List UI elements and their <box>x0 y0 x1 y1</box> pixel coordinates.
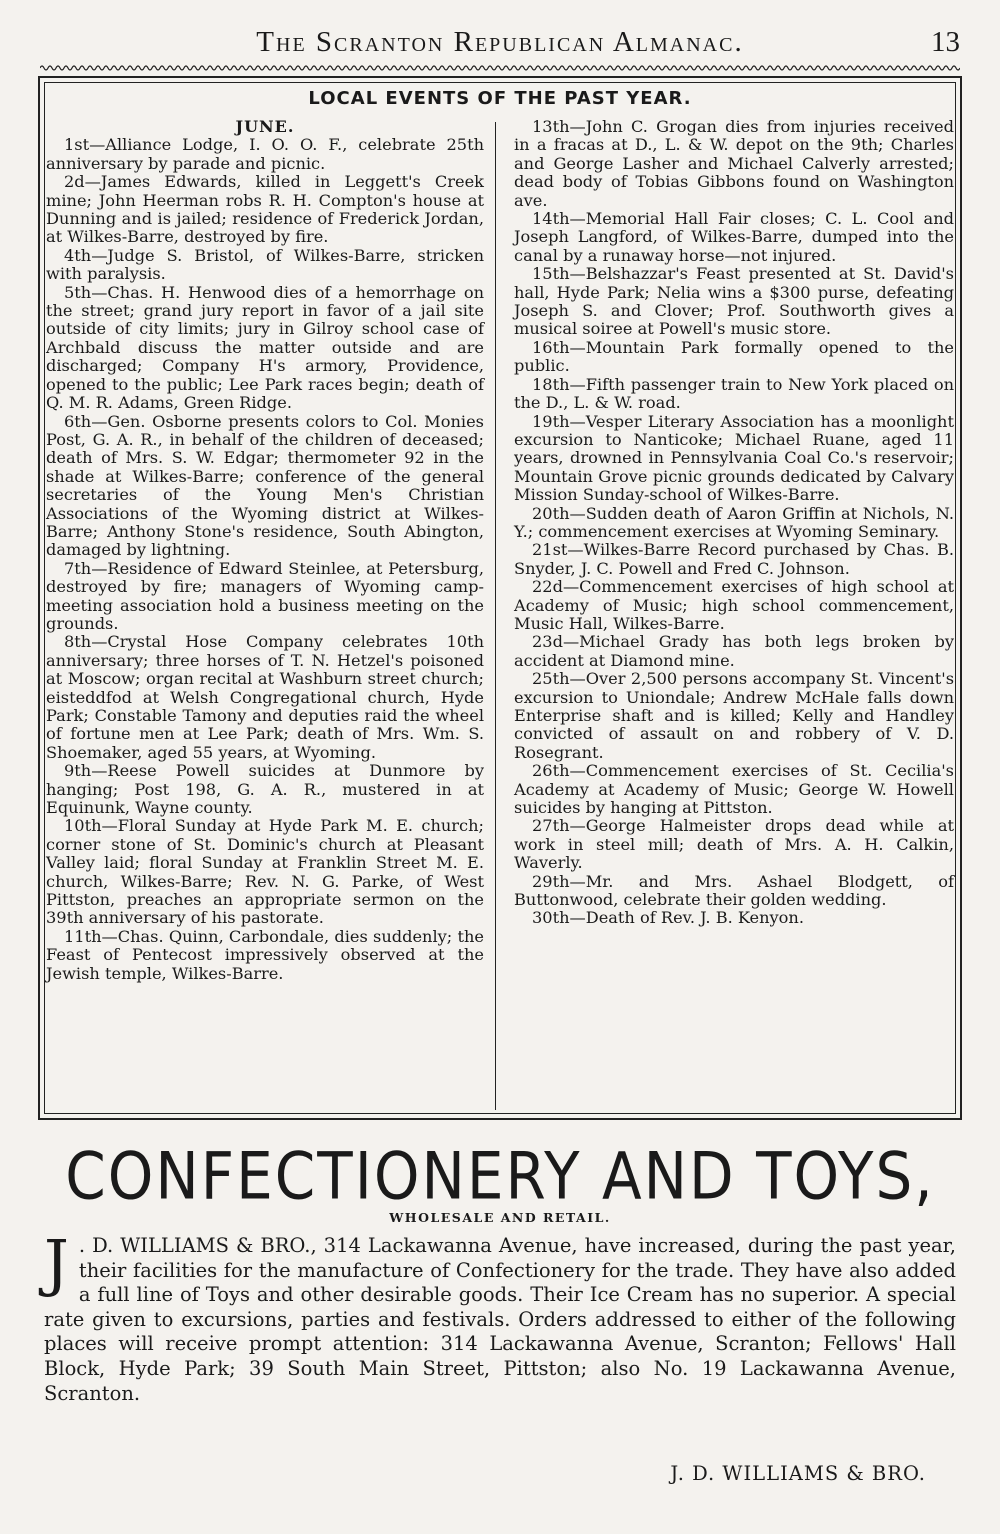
event-entry: 6th—Gen. Osborne presents colors to Col. Monies Post, G. A. R., in behalf of the children of deceased; death of Mrs. S. W. Edgar; thermometer 92 in the shade at Wilkes-Barre; conference of the general secretaries of the Young Men's Christian Associations of the Wyoming district at Wilkes-Barre; Anthony Stone's residence, South Abington, damaged by lightning. <box>46 411 484 560</box>
event-entry: 14th—Memorial Hall Fair closes; C. L. Cool and Joseph Langford, of Wilkes-Barre, dumped into the canal by a runaway horse—not injured. <box>514 209 954 265</box>
event-entry: 13th—John C. Grogan dies from injuries received in a fracas at D., L. & W. depot on the 9th; Charles and George Lasher and Michael Calverly arrested; dead body of Tobias Gibbons found on Washington ave. <box>514 117 954 210</box>
event-entry: 1st—Alliance Lodge, I. O. O. F., celebrate 25th anniversary by parade and picnic. <box>46 135 484 173</box>
advertisement <box>38 1124 962 1524</box>
running-head <box>40 26 960 66</box>
event-entry: 5th—Chas. H. Henwood dies of a hemorrhage on the street; grand jury report in favor of a jail site outside of city limits; jury in Gilroy school case of Archbald discuss the matter outside and are discharged; Company H's armory, Providence, opened to the public; Lee Park races begin; death of Q. M. R. Adams, Green Ridge. <box>46 282 484 413</box>
section-heading: LOCAL EVENTS OF THE PAST YEAR. <box>308 88 692 109</box>
wavy-rule-ornament <box>40 64 960 72</box>
ad-subtitle: WHOLESALE AND RETAIL. <box>389 1210 611 1225</box>
events-column-right <box>514 118 954 928</box>
column-divider <box>495 122 496 1110</box>
event-entry: 4th—Judge S. Bristol, of Wilkes-Barre, stricken with paralysis. <box>46 245 484 284</box>
event-entry: 30th—Death of Rev. J. B. Kenyon. <box>532 908 804 928</box>
event-entry: 25th—Over 2,500 persons accompany St. Vincent's excursion to Uniondale; Andrew McHale falls down Enterprise shaft and is killed; Kelly and Handley convicted of assault on and robbery of V. D. Rosegrant. <box>514 669 954 762</box>
event-entry: 11th—Chas. Quinn, Carbondale, dies suddenly; the Feast of Pentecost impressively observed at the Jewish temple, Wilkes-Barre. <box>46 926 484 983</box>
event-entry: 19th—Vesper Literary Association has a moonlight excursion to Nanticoke; Michael Ruane, aged 11 years, drowned in Pennsylvania Coal Co.'s reservoir; Mountain Grove picnic grounds dedicated by Calvary Mission Sunday-school of Wilkes-Barre. <box>514 411 954 505</box>
event-entry: 16th—Mountain Park formally opened to the public. <box>514 337 954 376</box>
event-entry: 15th—Belshazzar's Feast presented at St. David's hall, Hyde Park; Nelia wins a $300 purse, defeating Joseph S. and Clover; Prof. Southworth gives a musical soiree at Powell's music store. <box>514 264 954 339</box>
event-entry: 18th—Fifth passenger train to New York placed on the D., L. & W. road. <box>514 374 954 413</box>
drop-cap: J <box>44 1226 69 1299</box>
ad-signature: J. D. WILLIAMS & BRO. <box>670 1462 926 1485</box>
event-entry: 2d—James Edwards, killed in Leggett's Creek mine; John Heerman robs R. H. Compton's house at Dunning and is jailed; residence of Frederick Jordan, at Wilkes-Barre, destroyed by fire. <box>46 172 484 247</box>
event-entry: 29th—Mr. and Mrs. Ashael Blodgett, of Buttonwood, celebrate their golden wedding. <box>514 871 954 910</box>
events-column-left <box>46 118 484 983</box>
event-entry: 23d—Michael Grady has both legs broken by accident at Diamond mine. <box>514 632 954 670</box>
ad-body <box>44 1226 956 1406</box>
event-entry: 27th—George Halmeister drops dead while at work in steel mill; death of Mrs. A. H. Calkin, Waverly. <box>514 816 954 873</box>
page-number: 13 <box>931 26 960 58</box>
event-entry: 22d—Commencement exercises of high school at Academy of Music; high school commencement, Music Hall, Wilkes-Barre. <box>514 577 954 633</box>
ad-body-text: . D. WILLIAMS & BRO., 314 Lackawanna Avenue, have increased, during the past year, their facilities for the manufacture of Confectionery for the trade. They have also added a full line of Toys and other desirable goods. Their Ice Cream has no superior. A special rate given to excursions, parties and festivals. Orders addressed to either of the following places will receive prompt attention: 314 Lackawanna Avenue, Scranton; Fellows' Hall Block, Hyde Park; 39 South Main Street, Pittston; also No. 19 Lackawanna Avenue, Scranton. <box>44 1234 956 1405</box>
event-entry: 7th—Residence of Edward Steinlee, at Petersburg, destroyed by fire; managers of Wyoming camp-meeting association hold a business meeting on the grounds. <box>46 558 484 633</box>
event-entry: 10th—Floral Sunday at Hyde Park M. E. church; corner stone of St. Dominic's church at Pleasant Valley laid; floral Sunday at Franklin Street M. E. church, Wilkes-Barre; Rev. N. G. Parke, of West Pittston, preaches an appropriate sermon on the 39th anniversary of his pastorate. <box>46 816 484 928</box>
event-entry: 20th—Sudden death of Aaron Griffin at Nichols, N. Y.; commencement exercises at Wyoming Seminary. <box>514 503 954 541</box>
event-entry: 21st—Wilkes-Barre Record purchased by Chas. B. Snyder, J. C. Powell and Fred C. Johnson. <box>514 540 954 578</box>
local-events-frame <box>38 76 962 1120</box>
event-entry: 8th—Crystal Hose Company celebrates 10th anniversary; three horses of T. N. Hetzel's poisoned at Moscow; organ recital at Washburn street church; eisteddfod at Welsh Congregational church, Hyde Park; Constable Tamony and deputies raid the wheel of fortune men at Lee Park; death of Mrs. Wm. S. Shoemaker, aged 55 years, at Wyoming. <box>46 632 484 762</box>
month-heading: JUNE. <box>235 117 295 136</box>
event-entry: 9th—Reese Powell suicides at Dunmore by hanging; Post 198, G. A. R., mustered in at Equinunk, Wayne county. <box>46 761 484 818</box>
almanac-title: The Scranton Republican Almanac. <box>256 26 744 58</box>
event-entry: 26th—Commencement exercises of St. Cecilia's Academy at Academy of Music; George W. Howell suicides by hanging at Pittston. <box>514 761 954 818</box>
ad-title: CONFECTIONERY AND TOYS, <box>65 1138 935 1215</box>
